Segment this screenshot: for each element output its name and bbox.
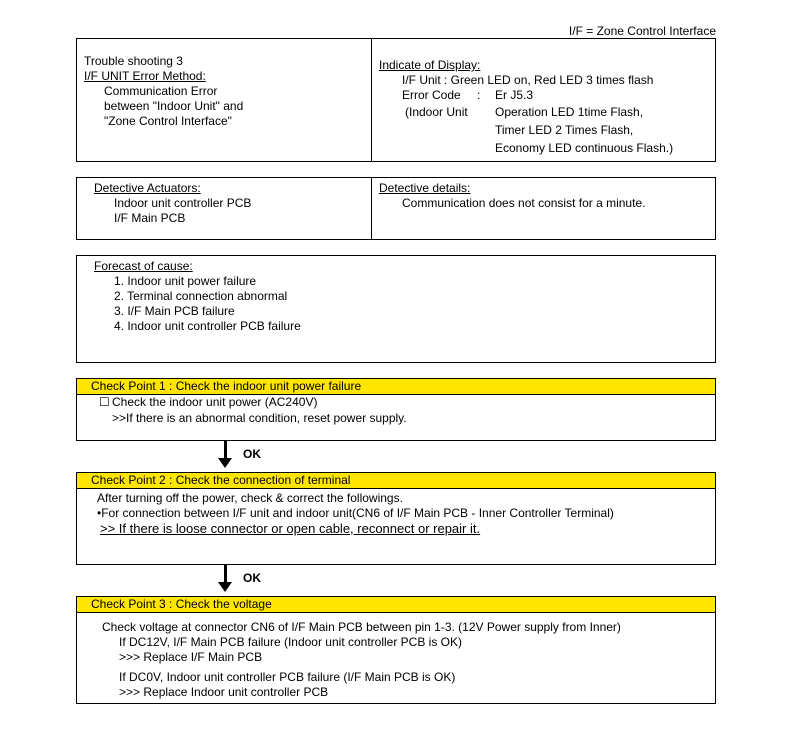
display-if-unit: I/F Unit : Green LED on, Red LED 3 times flash: [402, 73, 654, 87]
checkbox-icon: ☐: [99, 395, 110, 409]
trouble-line: Communication Error: [104, 84, 218, 98]
checkpoint-2-line: After turning off the power, check & correct the followings.: [97, 491, 403, 505]
checkpoint-1-title: Check Point 1 : Check the indoor unit power failure: [77, 379, 715, 395]
checkpoint-3: [76, 596, 716, 704]
indoor-line: Economy LED continuous Flash.): [495, 141, 674, 155]
checkpoint-3-line: If DC0V, Indoor unit controller PCB failure (I/F Main PCB is OK): [119, 670, 456, 684]
error-code-sep: :: [477, 88, 481, 102]
trouble-box: [76, 38, 716, 162]
trouble-line: between "Indoor Unit" and: [104, 99, 244, 113]
checkpoint-2-line: •For connection between I/F unit and indoor unit(CN6 of I/F Main PCB - Inner Controller Terminal): [97, 506, 614, 520]
checkpoint-3-line: If DC12V, I/F Main PCB failure (Indoor unit controller PCB is OK): [119, 635, 463, 649]
arrow-down-icon: [218, 458, 232, 468]
checkpoint-3-line: >>> Replace Indoor unit controller PCB: [119, 685, 329, 699]
actuators-heading: Detective Actuators:: [94, 181, 201, 195]
divider: [371, 39, 372, 161]
forecast-box: [76, 255, 716, 363]
flow-arrow-shaft: [224, 564, 227, 582]
checkpoint-2: [76, 472, 716, 565]
ok-label: OK: [243, 447, 261, 461]
trouble-method: I/F UNIT Error Method:: [84, 69, 206, 83]
header-note: I/F = Zone Control Interface: [568, 24, 716, 38]
checkpoint-3-line: >>> Replace I/F Main PCB: [119, 650, 263, 664]
details-text: Communication does not consist for a minute.: [402, 196, 646, 210]
trouble-line: "Zone Control Interface": [104, 114, 232, 128]
flow-arrow-shaft: [224, 440, 227, 458]
checkpoint-3-line: Check voltage at connector CN6 of I/F Main PCB between pin 1-3. (12V Power supply from Inner): [102, 620, 621, 634]
error-code-label: Error Code: [402, 88, 461, 102]
details-heading: Detective details:: [379, 181, 471, 195]
actuator-item: I/F Main PCB: [114, 211, 186, 225]
checkpoint-2-title: Check Point 2 : Check the connection of terminal: [77, 473, 715, 489]
checkpoint-1-line: >>If there is an abnormal condition, reset power supply.: [112, 411, 407, 425]
checkpoint-1: [76, 378, 716, 441]
trouble-title: Trouble shooting 3: [84, 54, 183, 68]
forecast-item: 2. Terminal connection abnormal: [114, 289, 288, 303]
divider: [371, 178, 372, 239]
forecast-item: 4. Indoor unit controller PCB failure: [114, 319, 301, 333]
checkpoint-1-line: Check the indoor unit power (AC240V): [112, 395, 318, 409]
error-code-value: Er J5.3: [495, 88, 534, 102]
display-heading: Indicate of Display:: [379, 58, 481, 72]
ok-label: OK: [243, 571, 261, 585]
detective-box: [76, 177, 716, 240]
checkpoint-3-title: Check Point 3 : Check the voltage: [77, 597, 715, 613]
indoor-label: (Indoor Unit: [405, 105, 468, 119]
forecast-item: 1. Indoor unit power failure: [114, 274, 257, 288]
checkpoint-2-action: >> If there is loose connector or open cable, reconnect or repair it.: [100, 521, 481, 536]
forecast-item: 3. I/F Main PCB failure: [114, 304, 235, 318]
forecast-heading: Forecast of cause:: [94, 259, 193, 273]
indoor-line: Timer LED 2 Times Flash,: [495, 123, 634, 137]
arrow-down-icon: [218, 582, 232, 592]
indoor-line: Operation LED 1time Flash,: [495, 105, 644, 119]
actuator-item: Indoor unit controller PCB: [114, 196, 252, 210]
